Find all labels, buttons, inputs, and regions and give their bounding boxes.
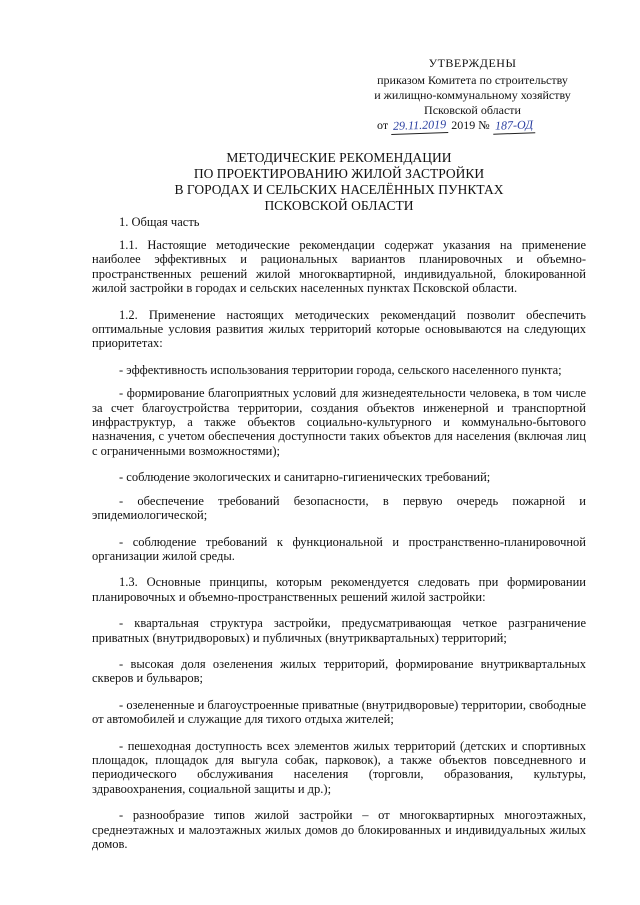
list-item: - соблюдение экологических и санитарно-гигиенических требований; [119,470,491,485]
title-line: ПО ПРОЕКТИРОВАНИЮ ЖИЛОЙ ЗАСТРОЙКИ [193,166,485,181]
title-line: ПСКОВСКОЙ ОБЛАСТИ [264,198,414,213]
approval-line-3: Псковской области [424,103,521,117]
handwritten-date: 29.11.2019 [391,117,449,135]
list-item: - квартальная структура застройки, предусматривающая четкое разграничение приватных (внутридворовых) и публичных (внутриквартальных) территорий; [92,616,586,645]
list-item: - высокая доля озеленения жилых территорий, формирование внутриквартальных скверов и бульваров; [92,656,586,686]
list-item: - разнообразие типов жилой застройки – от многоквартирных многоэтажных, среднеэтажных и малоэтажных жилых домов до блокированных и индивидуальных жилых домов. [92,808,586,851]
order-year: 2019 № [451,118,490,132]
list-item: - пешеходная доступность всех элементов жилых территорий (детских и спортивных площадок, площадок для выгула собак, парковок), а также объектов повседневного и периодического обслуживания населения (торговли, образования, культуры, здравоохранения, социальной защиты и др.); [92,738,586,796]
approval-title: УТВЕРЖДЕНЫ [428,56,517,70]
approval-line-1: приказом Комитета по строительству [377,73,568,87]
document-title [92,150,586,214]
approval-block [355,56,590,134]
list-item: - формирование благоприятных условий для жизнедеятельности человека, в том числе за счет благоустройства территории, создания объектов инженерной и транспортной инфраструктур, а также объектов социально-культурного и коммунально-бытового назначения, с учетом обеспечения доступности таких объектов для населения (включая лиц с ограниченными возможностями); [92,386,586,458]
paragraph: 1.2. Применение настоящих методических рекомендаций позволит обеспечить оптимальные условия развития жилых территорий которые основываются на следующих приоритетах: [92,307,586,351]
date-prefix: от [377,118,389,132]
paragraph: 1.1. Настоящие методические рекомендации содержат указания на применение наиболее эффективных и рациональных вариантов планировочных и объемно-пространственных решений жилой многоквартирной, индивидуальной, блокированной жилой застройки в городах и сельских населенных пунктах Псковской области. [92,238,586,296]
list-item: - соблюдение требований к функциональной и пространственно-планировочной организации жилой среды. [92,534,586,563]
paragraph: 1.3. Основные принципы, которым рекомендуется следовать при формировании планировочных и объемно-пространственных решений жилой застройки: [92,575,586,604]
list-item: - озелененные и благоустроенные приватные (внутридворовые) территории, свободные от автомобилей и служащие для тихого отдыха жителей; [92,697,586,727]
title-line: В ГОРОДАХ И СЕЛЬСКИХ НАСЕЛЁННЫХ ПУНКТАХ [174,182,504,197]
title-line: МЕТОДИЧЕСКИЕ РЕКОМЕНДАЦИИ [226,150,452,165]
list-item: - эффективность использования территории города, сельского населенного пункта; [119,362,562,377]
approval-line-2: и жилищно-коммунальному хозяйству [374,88,571,102]
approval-date-line [355,118,590,134]
list-item: - обеспечение требований безопасности, в первую очередь пожарной и эпидемиологической; [92,493,586,523]
document-body [92,238,586,863]
handwritten-order-number: 187-ОД [492,117,535,134]
section-heading: 1. Общая часть [119,215,200,229]
